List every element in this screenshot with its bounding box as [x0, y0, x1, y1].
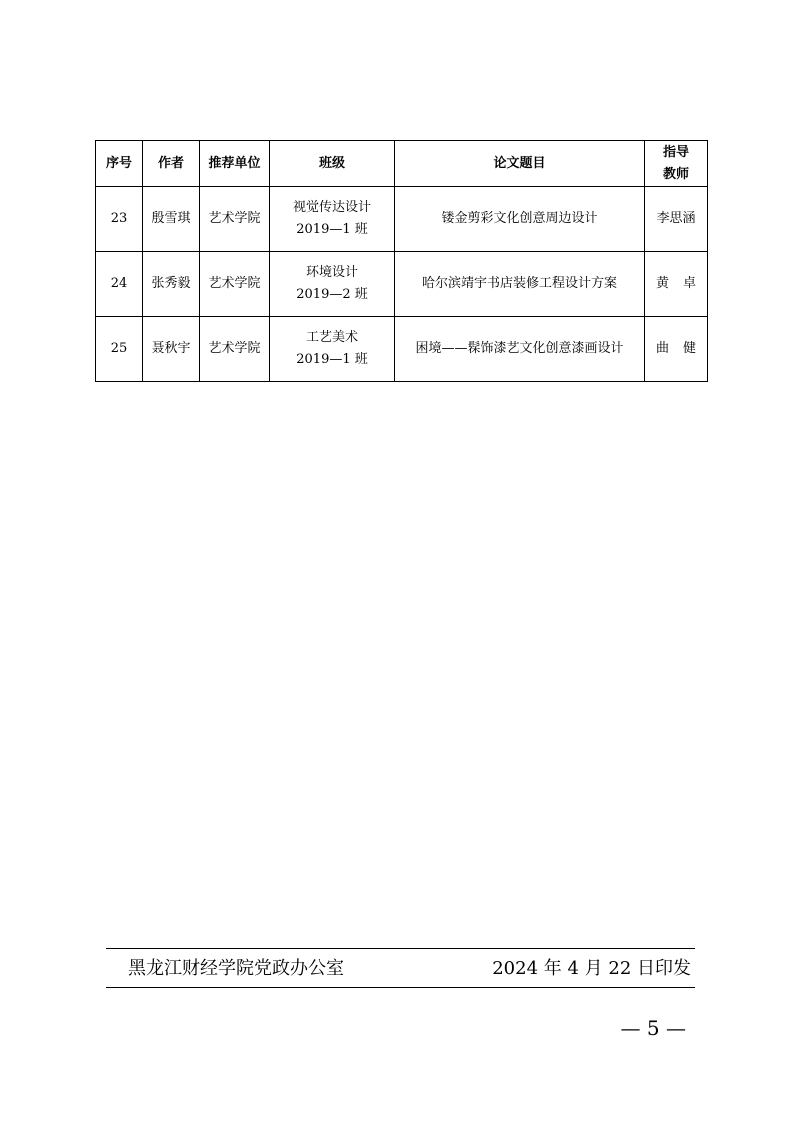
cell-unit: 艺术学院: [200, 317, 270, 382]
table-row: [96, 317, 708, 382]
header-advisor: 指导 教师: [645, 141, 708, 187]
class-year: 2019—2 班: [296, 287, 368, 302]
issue-date: 2024 年 4 月 22 日印发: [492, 958, 691, 979]
header-unit: 推荐单位: [200, 141, 270, 187]
class-year: 2019—1 班: [296, 352, 368, 367]
cell-class: [270, 187, 395, 252]
cell-advisor: 李思涵: [645, 187, 708, 252]
header-title: 论文题目: [395, 141, 645, 187]
cell-class: [270, 252, 395, 317]
class-major: 环境设计: [305, 265, 358, 280]
cell-title: 哈尔滨靖宇书店装修工程设计方案: [395, 252, 645, 317]
award-table: [95, 140, 708, 382]
cell-no: 24: [96, 252, 143, 317]
header-author: 作者: [143, 141, 200, 187]
cell-unit: 艺术学院: [200, 252, 270, 317]
page-number: — 5 —: [620, 1016, 686, 1040]
cell-no: 23: [96, 187, 143, 252]
cell-class: [270, 317, 395, 382]
advisor-name: 曲健: [655, 341, 710, 356]
cell-title: 镂金剪彩文化创意周边设计: [395, 187, 645, 252]
cell-advisor: [645, 317, 708, 382]
cell-author: 殷雪琪: [143, 187, 200, 252]
footer-bottom-rule: [106, 987, 695, 988]
class-major: 工艺美术: [305, 330, 358, 345]
table-header-row: [96, 141, 708, 187]
header-class: 班级: [270, 141, 395, 187]
cell-author: 张秀毅: [143, 252, 200, 317]
class-year: 2019—1 班: [296, 222, 368, 237]
cell-unit: 艺术学院: [200, 187, 270, 252]
advisor-name: 黄卓: [655, 276, 710, 291]
cell-title: 困境——髹饰漆艺文化创意漆画设计: [395, 317, 645, 382]
table-row: [96, 252, 708, 317]
cell-advisor: [645, 252, 708, 317]
table-row: [96, 187, 708, 252]
footer-top-rule: [106, 948, 695, 949]
issuing-office: 黑龙江财经学院党政办公室: [128, 958, 344, 979]
cell-no: 25: [96, 317, 143, 382]
class-major: 视觉传达设计: [292, 200, 371, 215]
cell-author: 聂秋宇: [143, 317, 200, 382]
header-no: 序号: [96, 141, 143, 187]
